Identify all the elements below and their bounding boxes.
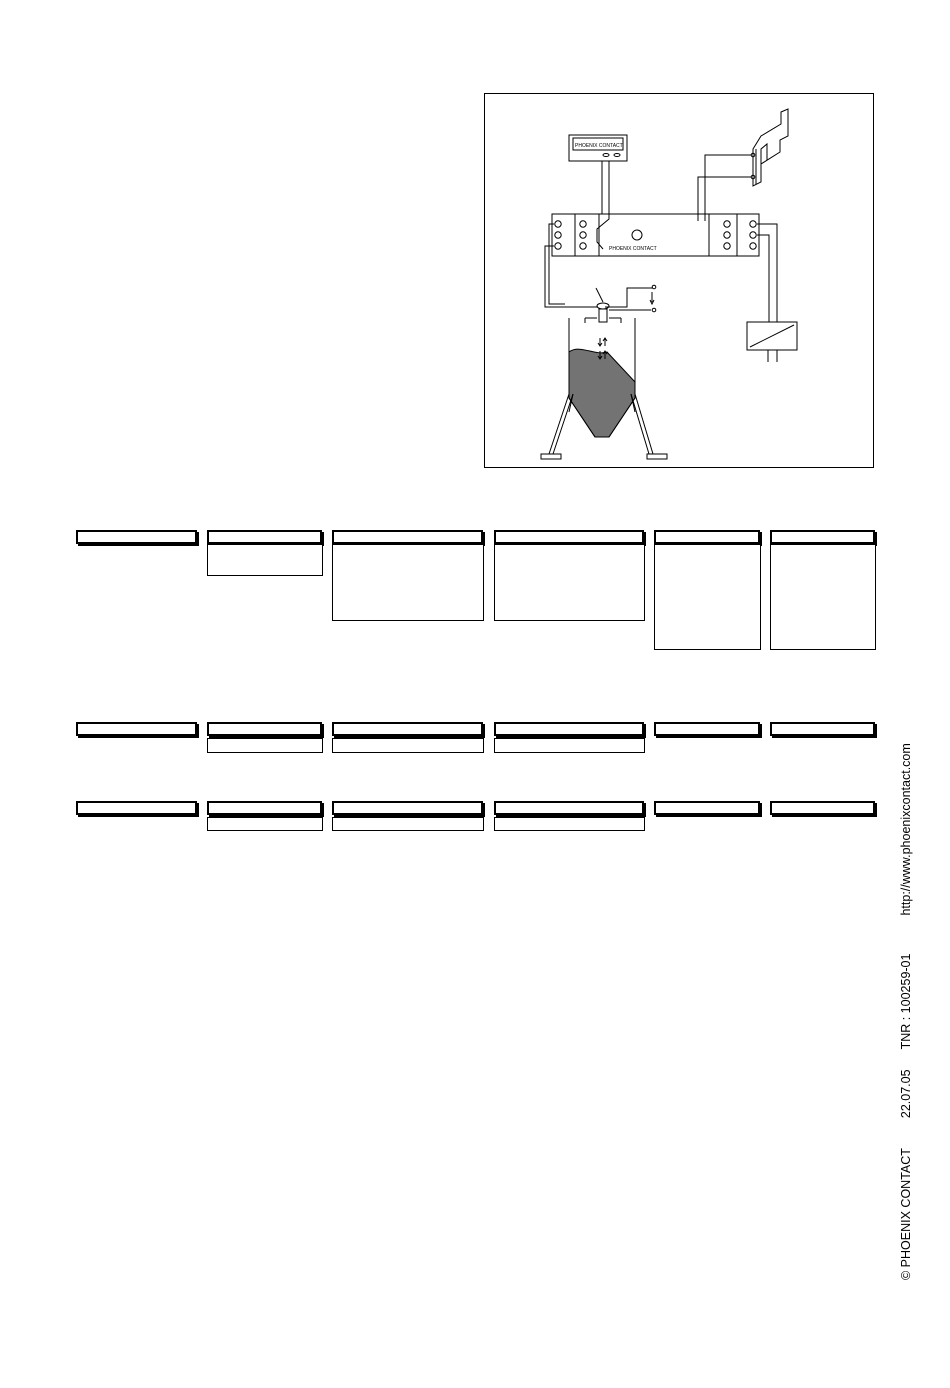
table-2-header-1 <box>76 722 197 736</box>
table-3-header-2 <box>207 801 322 815</box>
application-diagram <box>484 93 874 468</box>
display-brand-label: PHOENIX CONTACT <box>575 143 623 149</box>
table-2-cell-4 <box>494 738 645 753</box>
table-3-header-1 <box>76 801 197 815</box>
table-1-header-2 <box>207 530 322 544</box>
table-1-cell-5 <box>654 544 761 650</box>
table-3-header-3 <box>332 801 483 815</box>
table-3-cell-4 <box>494 817 645 831</box>
table-3-header-4 <box>494 801 644 815</box>
table-1-cell-3 <box>332 544 484 621</box>
wiring-diagram <box>485 94 875 469</box>
table-1-header-5 <box>654 530 760 544</box>
table-2-header-5 <box>654 722 760 736</box>
footer-copyright: © PHOENIX CONTACT <box>899 1148 913 1280</box>
table-2-cell-3 <box>332 738 484 753</box>
table-1-header-4 <box>494 530 644 544</box>
table-1-header-6 <box>770 530 875 544</box>
table-2-header-6 <box>770 722 875 736</box>
footer-url[interactable]: http://www.phoenixcontact.com <box>899 743 913 916</box>
footer-tnr: TNR : 100259-01 <box>899 953 913 1050</box>
table-2-header-3 <box>332 722 483 736</box>
table-3-cell-2 <box>207 817 323 831</box>
table-1-header-3 <box>332 530 483 544</box>
module-brand-label: PHOENIX CONTACT <box>609 246 657 252</box>
table-3-cell-3 <box>332 817 484 831</box>
plc-card <box>751 109 788 186</box>
footer-date: 22.07.05 <box>899 1069 913 1119</box>
table-1-cell-6 <box>770 544 876 650</box>
vertical-footer <box>896 740 916 1280</box>
table-1-cell-2 <box>207 544 323 576</box>
table-2-cell-2 <box>207 738 323 753</box>
table-1-cell-4 <box>494 544 645 621</box>
table-2-header-4 <box>494 722 644 736</box>
table-3-header-5 <box>654 801 760 815</box>
table-3-header-6 <box>770 801 875 815</box>
table-1-header-1 <box>76 530 197 544</box>
table-2-header-2 <box>207 722 322 736</box>
